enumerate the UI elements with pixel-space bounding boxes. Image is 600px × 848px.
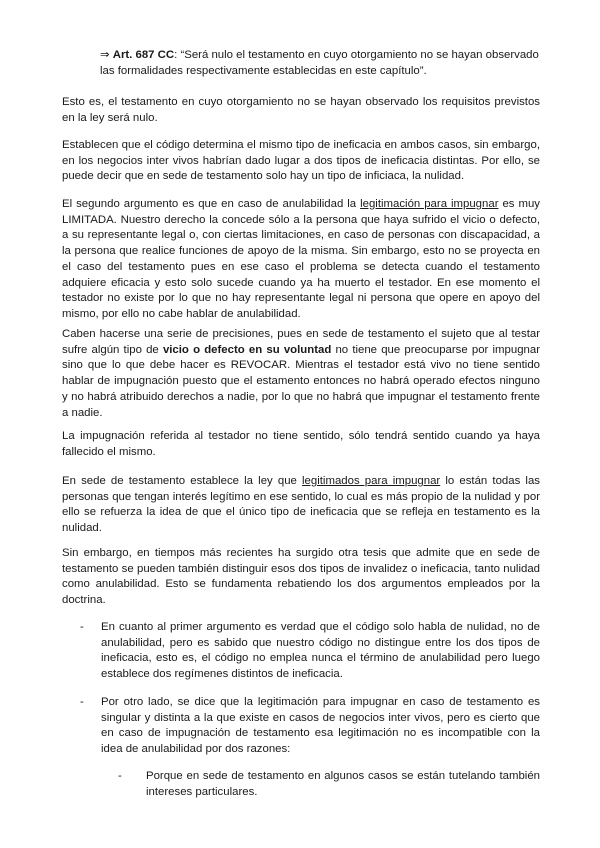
paragraph-4-text-b: no tiene que preocuparse por impugnar sino que lo que debe hacer es REVOCAR. Mientras el testador está vivo no tiene sentido hablar de impugnación puesto que el estamento entonces no habrá operado efectos ninguno y no habrá atribuido derechos a nadie, por lo que no habrá que impugnar el testamento frente a nadie. (62, 343, 541, 419)
quote-text: : “Será nulo el testamento en cuyo otorgamiento no se hayan observado las formalidades respectivamente establecidas en este capítulo”. (100, 49, 539, 77)
paragraph-4-text-a: Caben hacerse una serie de precisiones, pues en sede de testamento el sujeto que al testar sufre algún tipo de (62, 328, 540, 356)
sub-list-item-text: Porque en sede de testamento en algunos casos se están tutelando también intereses particulares. (146, 770, 540, 798)
paragraph-3-text-a: El segundo argumento es que en caso de anulabilidad la (62, 198, 361, 210)
paragraph-2: Establecen que el código determina el mismo tipo de ineficacia en ambos casos, sin embargo, en los negocios inter vivos habrían dado lugar a dos tipos de ineficacia distintas. Por ello, se puede decir que en sede de testamento solo hay un tipo de inficiaca, la nulidad. (62, 139, 540, 183)
paragraph-3 (62, 197, 540, 323)
list-item-text: En cuanto al primer argumento es verdad que el código solo habla de nulidad, no de anulabilidad, pero es sabido que nuestro código no distingue entre los dos tipos de ineficacia, esto es, el código no emplea nunca el término de anulabilidad pero luego establece dos regímenes distintos de ineficacia. (101, 621, 540, 681)
link-legitimacion-impugnar[interactable]: legitimación para impugnar (360, 198, 499, 210)
paragraph-5: La impugnación referida al testador no tiene sentido, sólo tendrá sentido cuando ya haya fallecido el mismo. (62, 430, 540, 458)
article-quote (100, 48, 540, 79)
bold-vicio-defecto: vicio o defecto en su voluntad (162, 343, 332, 356)
paragraph-4 (62, 327, 540, 421)
paragraph-6 (62, 474, 540, 537)
dash-bullet-icon: - (80, 621, 84, 633)
link-legitimados-impugnar[interactable]: legitimados para impugnar (302, 475, 441, 487)
paragraph-6-text-b: lo están todas las personas que tengan interés legítimo en ese sentido, lo cual es más propio de la nulidad y por ello se refuerza la idea de que el único tipo de ineficacia que se refleja en testamento es la nulidad. (62, 475, 540, 535)
arrow-icon: ⇒ (100, 49, 110, 61)
paragraph-3-text-b: es muy LIMITADA. Nuestro derecho la concede sólo a la persona que haya sufrido el vicio o defecto, a su representante legal o, con ciertas limitaciones, en caso de personas con discapacidad, a la persona que realice funciones de apoyo de la misma. Sin embargo, esto no se proyecta en el caso del testamento pues en ese caso el problema se detecta cuando el testamento adquiere eficacia y esto solo sucede cuando ya ha muerto el testador. En ese momento el testador no existe por lo que no hay representante legal ni persona que opere en apoyo del mismo, por ello no cabe hablar de anulabilidad. (62, 198, 540, 320)
article-reference: Art. 687 CC (112, 49, 175, 61)
dash-bullet-icon: - (80, 696, 84, 708)
paragraph-7: Sin embargo, en tiempos más recientes ha surgido otra tesis que admite que en sede de testamento se pueden también distinguir esos dos tipos de invalidez o ineficacia, tanto nulidad como anulabilidad. Esto se fundamenta rebatiendo los dos argumentos empleados por la doctrina. (62, 547, 540, 607)
paragraph-1: Esto es, el testamento en cuyo otorgamiento no se hayan observado los requisitos previstos en la ley será nulo. (62, 96, 540, 124)
list-item-text: Por otro lado, se dice que la legitimación para impugnar en caso de testamento es singular y distinta a la que existe en casos de negocios inter vivos, pero es cierto que en caso de impugnación de testamento esa legitimación no es incompatible con la idea de anulabilidad por dos razones: (101, 696, 540, 756)
paragraph-6-text-a: En sede de testamento establece la ley que (62, 475, 303, 487)
dash-bullet-icon: - (118, 770, 122, 782)
